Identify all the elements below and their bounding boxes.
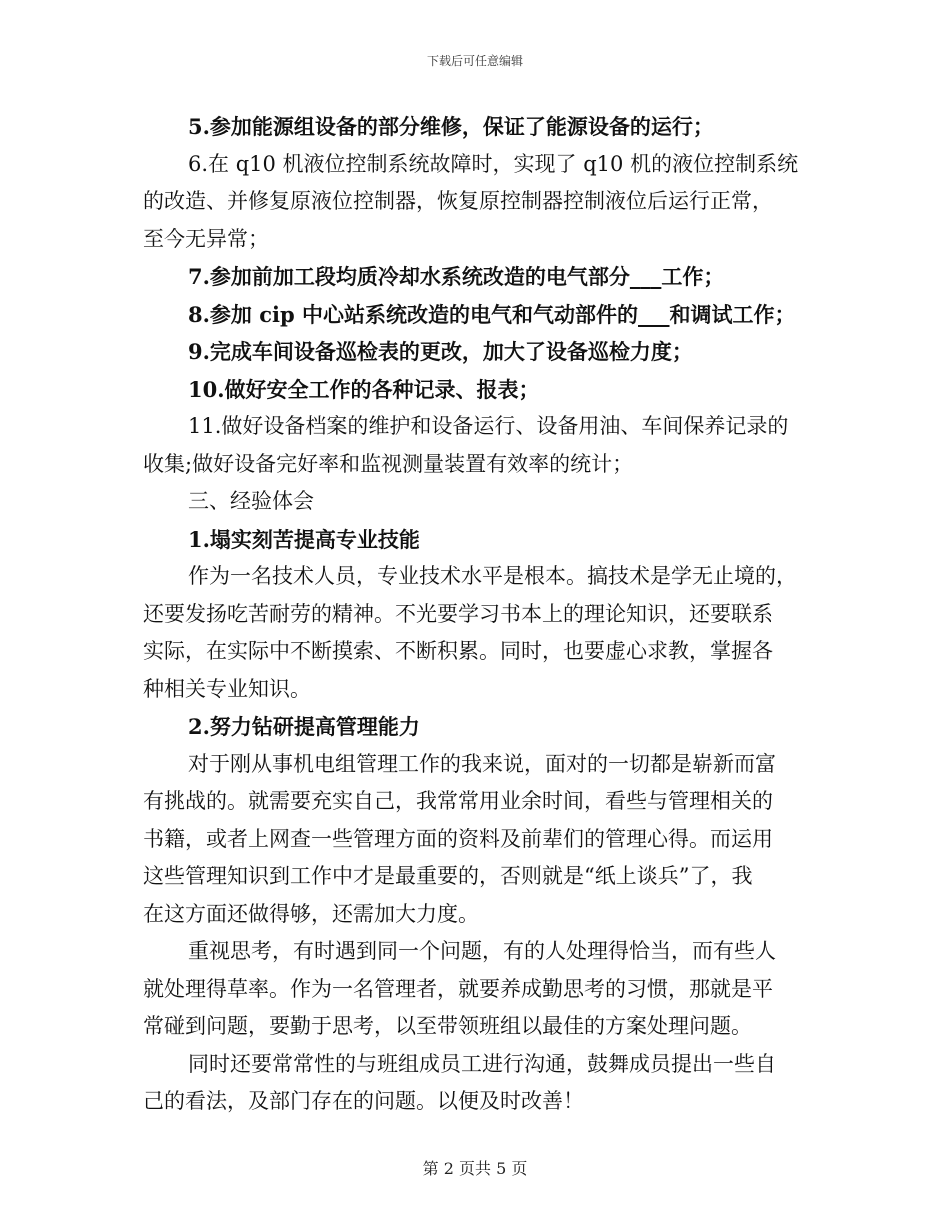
text-line: 同时还要常常性的与班组成员工进行沟通，鼓舞成员提出一些自 (188, 1051, 776, 1076)
text-line: 重视思考，有时遇到同一个问题，有的人处理得恰当，而有些人 (188, 939, 776, 963)
text-line: 2.努力钻研提高管理能力 (188, 714, 420, 739)
text-line: 7.参加前加工段均质冷却水系统改造的电气部分___工作； (188, 264, 725, 289)
text-line: 收集;做好设备完好率和监视测量装置有效率的统计； (143, 451, 634, 476)
text-line: 的改造、并修复原液位控制器，恢复原控制器控制液位后运行正常， (143, 189, 773, 213)
text-line: 作为一名技术人员，专业技术水平是根本。搞技术是学无止境的， (188, 564, 797, 588)
text-line: 5.参加能源组设备的部分维修，保证了能源设备的运行； (188, 114, 714, 139)
document-body (143, 108, 813, 1121)
text-line: 至今无异常； (143, 226, 269, 251)
text-line: 8.参加 cip 中心站系统改造的电气和气动部件的___和调试工作； (188, 301, 796, 327)
text-line: 书籍，或者上网查一些管理方面的资料及前辈们的管理心得。而运用 (143, 826, 773, 851)
text-line: 10.做好安全工作的各种记录、报表； (188, 376, 540, 402)
text-line: 常碰到问题，要勤于思考，以至带领班组以最佳的方案处理问题。 (143, 1014, 752, 1038)
text-line: 1.塌实刻苦提高专业技能 (188, 526, 420, 552)
page-footer: 第 2 页共 5 页 (422, 1159, 528, 1178)
text-line: 有挑战的。就需要充实自己，我常常用业余时间，看些与管理相关的 (143, 789, 773, 813)
text-line: 在这方面还做得够，还需加大力度。 (143, 901, 479, 926)
text-line: 三、经验体会 (188, 489, 314, 513)
text-line: 实际，在实际中不断摸索、不断积累。同时，也要虚心求教，掌握各 (143, 639, 773, 663)
text-line: 11.做好设备档案的维护和设备运行、设备用油、车间保养记录的 (188, 414, 789, 438)
text-line: 6.在 q10 机液位控制系统故障时，实现了 q10 机的液位控制系统 (188, 151, 799, 176)
text-line: 9.完成车间设备巡检表的更改，加大了设备巡检力度； (188, 339, 693, 364)
text-line: 己的看法，及部门存在的问题。以便及时改善！ (143, 1089, 584, 1113)
text-line: 种相关专业知识。 (143, 676, 311, 701)
text-line: 对于刚从事机电组管理工作的我来说，面对的一切都是崭新而富 (188, 751, 776, 776)
text-line: 还要发扬吃苦耐劳的精神。不光要学习书本上的理论知识，还要联系 (143, 601, 773, 626)
page-header: 下载后可任意编辑 (426, 54, 523, 68)
text-line: 就处理得草率。作为一名管理者，就要养成勤思考的习惯，那就是平 (143, 976, 773, 1001)
text-line: 这些管理知识到工作中才是最重要的，否则就是“纸上谈兵”了，我 (143, 864, 753, 888)
